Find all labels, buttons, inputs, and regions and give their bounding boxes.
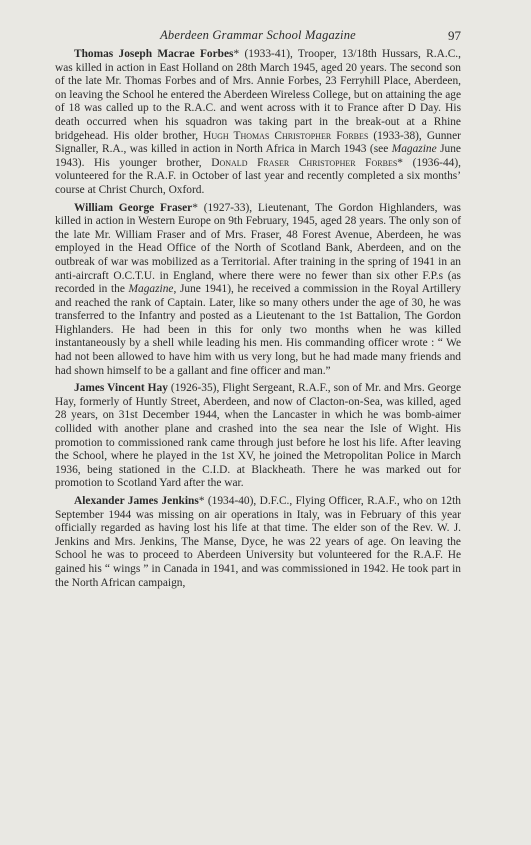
obituary-entry-forbes — [55, 48, 461, 198]
entry-name: Thomas Joseph Macrae Forbes — [74, 48, 234, 60]
entry-text: , June 1941), he received a commission in the Royal Artillery and reached the rank of Captain. Later, like so many others under the age of 30, he was transferred to the Infantry and posted as a Lieutenant to the 1st Battalion, The Gordon Highlanders. He had been in this for only two months when he was killed instantaneously by a shell while leading his men. His commanding officer wrote : “ We had not been allowed to have him with us very long, but he had made many friends and had shown himself to be a gallant and fine officer and man.” — [55, 283, 461, 377]
running-title: Aberdeen Grammar School Magazine — [160, 28, 356, 42]
entry-text: June 1943). His younger brother, — [55, 143, 461, 169]
entry-name: Alexander James Jenkins — [74, 495, 199, 507]
obituary-entry-fraser — [55, 202, 461, 379]
entry-text: * (1934-40), D.F.C., Flying Officer, R.A.F., who on 12th September 1944 was missing on air operations in Italy, was in February of this year officially regarded as having lost his life at that time. The elder son of the Rev. W. J. Jenkins and Mrs. Jenkins, The Manse, Dyce, he was 22 years of age. On leaving the School he was to proceed to Aberdeen University but volunteered for the R.A.F. He gained his “ wings ” in Canada in 1941, and was commissioned in 1942. He took part in the North African campaign, — [55, 495, 461, 589]
magazine-reference: Magazine — [391, 143, 437, 156]
page-number: 97 — [448, 28, 461, 43]
magazine-reference: Magazine — [128, 283, 174, 296]
running-header — [55, 28, 461, 48]
entry-text: (1933-38), Gunner Signaller, R.A., was killed in action in North Africa in March 1943 (see — [55, 129, 461, 156]
obituary-entry-hay — [55, 382, 461, 491]
obituary-entry-jenkins — [55, 495, 461, 590]
brother-name: Donald Fraser Christopher Forbes — [211, 156, 398, 169]
entry-name: James Vincent Hay — [74, 382, 168, 395]
entry-text: * (1927-33), Lieutenant, The Gordon Highlanders, was killed in action in Western Europe on 9th February, 1945, aged 28 years. The only son of the late Mr. William Fraser and of Mrs. Fraser, 48 Forest Avenue, Aberdeen, he was employed in the Head Office of the North of Scotland Bank, Aberdeen, and on the outbreak of war was mobilized as a Territorial. After training in the spring of 1941 in an anti-aircraft O.C.T.U. in England, where there were no fewer than six other F.P.s (as recorded in the — [55, 201, 461, 296]
entry-text: * (1936-44), volunteered for the R.A.F. in October of last year and recently completed a six months’ course at Christ Church, Oxford. — [55, 156, 461, 196]
entry-text: (1926-35), Flight Sergeant, R.A.F., son of Mr. and Mrs. George Hay, formerly of Huntly Street, Aberdeen, and now of Clacton-on-Sea, was killed, aged 28 years, on 31st December 1944, when the Lancaster in which he was bomb-aimer collided with another plane and crashed into the sea near the Isle of Wight. His promotion to commissioned rank came through just before he lost his life. After leaving the School, where he played in the 1st XV, he joined the Metropolitan Police in March 1936, being stationed in the C.I.D. at Blackheath. There he was marked out for promotion to Scotland Yard after the war. — [55, 382, 461, 490]
entry-name: William George Fraser — [74, 201, 193, 214]
brother-name: Hugh Thomas Christopher Forbes — [203, 129, 369, 142]
entry-text: * (1933-41), Trooper, 13/18th Hussars, R.A.C., was killed in action in East Holland on 28th March 1945, aged 20 years. The second son of the late Mr. Thomas Forbes and of Mrs. Annie Forbes, 23 Ferryhill Place, Aberdeen, on leaving the School he entered the Aberdeen Wireless College, but on attaining the age of 18 was called up to the R.A.C. and went across with it to France after D Day. His death occurred when his squadron was taking part in the break-out at a Rhine bridgehead. His older brother, — [55, 48, 461, 142]
